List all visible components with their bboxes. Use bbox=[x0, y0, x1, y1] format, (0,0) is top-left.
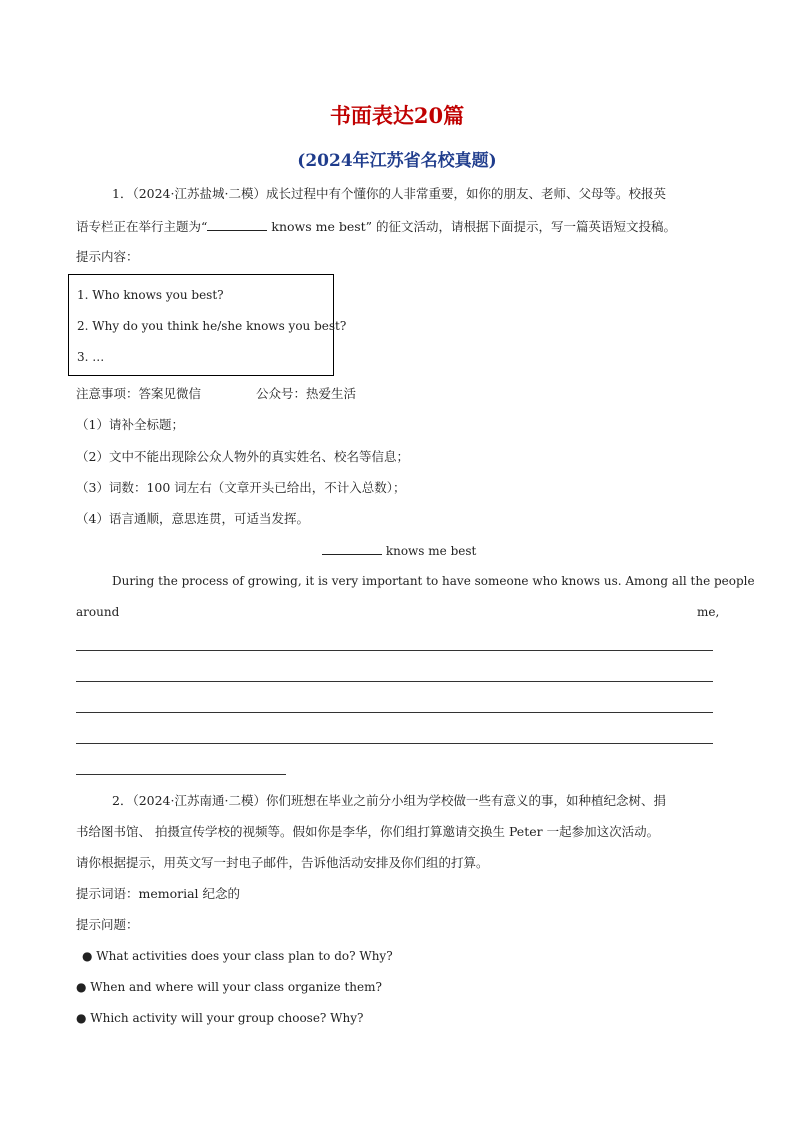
q1-hint-item: 2. Why do you think he/she knows you best? bbox=[77, 319, 347, 333]
q2-intro-line1: 2．（2024·江苏南通·二模）你们班想在毕业之前分小组为学校做一些有意义的事，如种植纪念树、捐 bbox=[112, 793, 666, 808]
q2-question-label: 提示问题： bbox=[76, 917, 139, 932]
answer-line bbox=[76, 650, 713, 651]
q2-intro-line2: 书给图书馆、 拍摄宣传学校的视频等。假如你是李华，你们组打算邀请交换生 Peter 一起参加这次活动。 bbox=[76, 824, 660, 839]
answer-line bbox=[76, 712, 713, 713]
page-title: 书面表达20篇 bbox=[329, 103, 465, 128]
q1-note-item: （2）文中不能出现除公众人物外的真实姓名、校名等信息； bbox=[76, 449, 409, 464]
q1-essay-title bbox=[322, 542, 476, 559]
answer-line bbox=[76, 681, 713, 682]
q1-essay-line2-right: me, bbox=[697, 605, 720, 619]
q1-hint-item: 1. Who knows you best? bbox=[77, 288, 224, 302]
q1-notes-extra: 公众号：热爱生活 bbox=[256, 386, 357, 401]
q1-note-item: （4）语言通顺，意思连贯，可适当发挥。 bbox=[76, 511, 309, 526]
q1-note-item: （3）词数：100 词左右（文章开头已给出，不计入总数）； bbox=[76, 480, 406, 495]
q1-intro-line1: 1．（2024·江苏盐城·二模）成长过程中有个懂你的人非常重要，如你的朋友、老师、父母等。校报英 bbox=[112, 186, 666, 201]
q2-vocab-hint: 提示词语：memorial 纪念的 bbox=[76, 886, 241, 901]
q2-question-item: ● When and where will your class organize them? bbox=[76, 980, 382, 994]
q1-hint-label: 提示内容： bbox=[76, 249, 139, 264]
page-subtitle: (2024年江苏省名校真题) bbox=[297, 151, 497, 171]
q1-intro-line2 bbox=[76, 218, 676, 235]
q1-essay-line2-left: around bbox=[76, 605, 120, 619]
q1-intro-line2-before: 语专栏正在举行主题为“ bbox=[76, 219, 208, 234]
q1-hint-box bbox=[68, 274, 347, 376]
q2-question-item: ● Which activity will your group choose? Why? bbox=[76, 1011, 364, 1025]
q1-hint-item: 3. … bbox=[77, 350, 105, 364]
q1-topic-blank bbox=[207, 218, 267, 231]
q1-essay-title-blank bbox=[322, 542, 382, 555]
q1-essay-title-suffix: knows me best bbox=[382, 544, 477, 558]
q2-intro-line3: 请你根据提示，用英文写一封电子邮件，告诉他活动安排及你们组的打算。 bbox=[76, 855, 489, 870]
q1-intro-line2-after: knows me best” 的征文活动，请根据下面提示，写一篇英语短文投稿。 bbox=[267, 219, 677, 234]
q1-notes-label: 注意事项：答案见微信 bbox=[76, 386, 202, 401]
answer-line bbox=[76, 743, 713, 744]
answer-line bbox=[76, 774, 286, 775]
q1-essay-line1: During the process of growing, it is very important to have someone who knows us. Among all the people bbox=[112, 574, 755, 588]
q2-question-item: ● What activities does your class plan to do? Why? bbox=[82, 949, 393, 963]
q1-note-item: （1）请补全标题； bbox=[76, 417, 184, 432]
